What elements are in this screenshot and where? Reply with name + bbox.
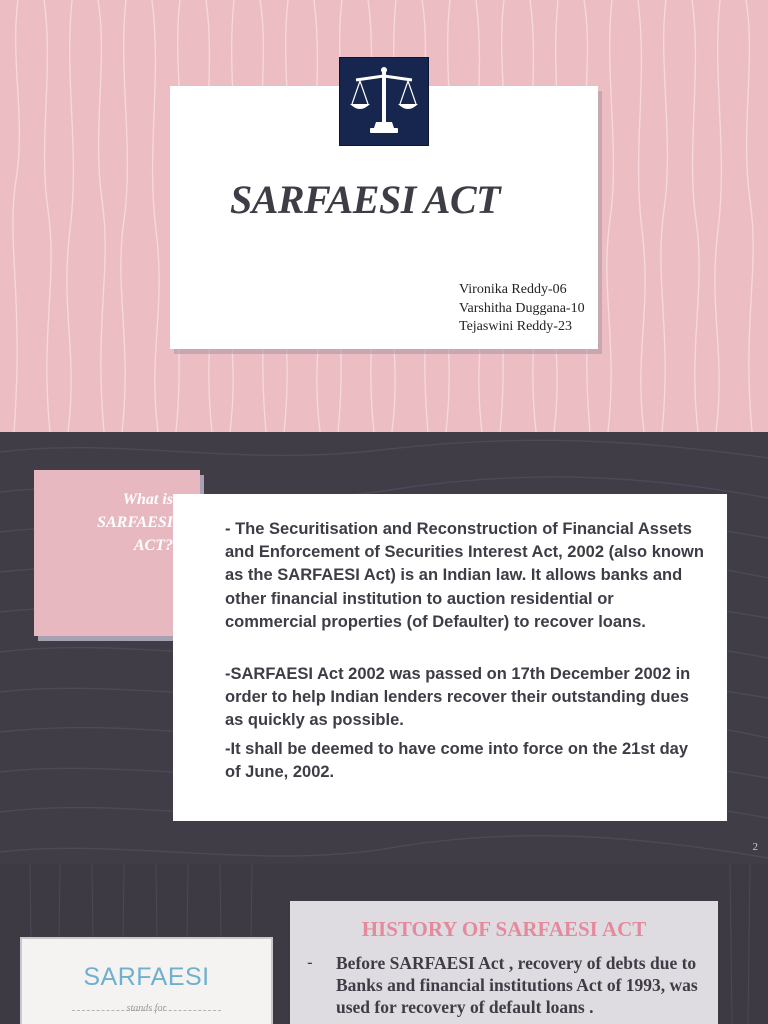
history-box	[290, 901, 718, 1024]
section-heading	[97, 488, 173, 557]
divider	[149, 1010, 221, 1011]
heading-line: What is	[122, 491, 173, 508]
image-caption: stands for	[126, 1003, 167, 1014]
definition-paragraph: - The Securitisation and Reconstruction of Financial Assets and Enforcement of Securities Interest Act, 2002 (also known as the SARFAESI Act) is an Indian law. It allows banks and other financial institution to auction residential or commercial properties (of Defaulter) to recover loans.	[225, 520, 704, 631]
definition-content-box	[173, 494, 727, 821]
sarfaesi-image-card	[20, 937, 273, 1024]
bullet-marker: -	[307, 953, 313, 972]
history-title: HISTORY OF SARFAESI ACT	[361, 917, 647, 941]
image-brand-text: SARFAESI	[83, 963, 210, 991]
passed-date-paragraph: -SARFAESI Act 2002 was passed on 17th December 2002 in order to help Indian lenders recover their outstanding dues as quickly as possible.	[225, 665, 691, 730]
history-slide	[0, 864, 768, 1024]
author-name: Tejaswini Reddy-23	[459, 319, 572, 334]
presentation-title: SARFAESI ACT	[230, 177, 501, 222]
title-slide	[0, 0, 768, 432]
author-list	[459, 281, 585, 337]
history-bullet-text: Before SARFAESI Act , recovery of debts due to Banks and financial institutions Act of 1993, was used for recovery of default loans .	[336, 953, 698, 1017]
page-number: 2	[752, 841, 758, 853]
heading-line: SARFAESI	[97, 514, 173, 531]
author-name: Vironika Reddy-06	[459, 282, 567, 297]
heading-line: ACT?	[133, 537, 173, 554]
definition-slide	[0, 432, 768, 864]
force-date-paragraph: -It shall be deemed to have come into force on the 21st day of June, 2002.	[225, 740, 689, 782]
author-name: Varshitha Duggana-10	[459, 300, 585, 316]
scales-of-justice-icon	[339, 57, 429, 146]
